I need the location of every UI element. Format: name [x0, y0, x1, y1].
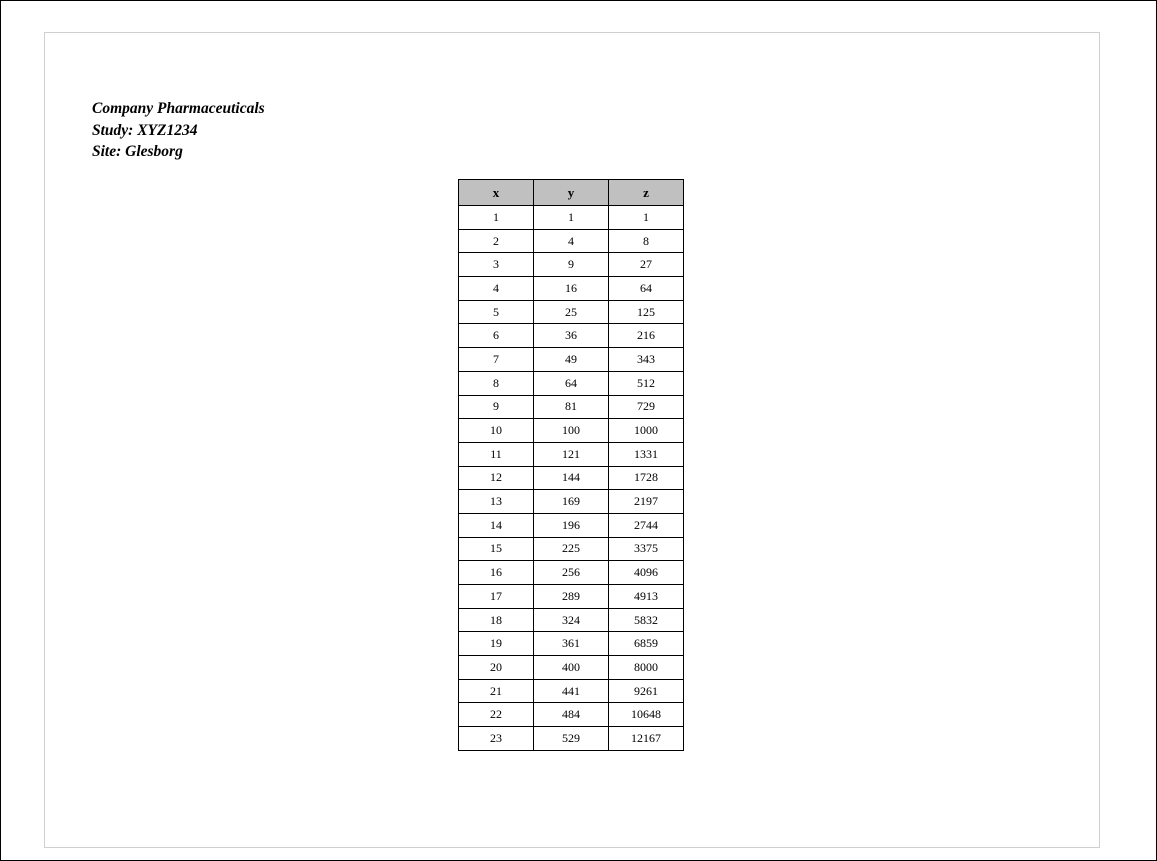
table-cell-x: 8	[459, 371, 534, 395]
table-cell-x: 1	[459, 206, 534, 230]
table-cell-z: 5832	[609, 608, 684, 632]
table-cell-y: 400	[534, 656, 609, 680]
table-cell-x: 2	[459, 229, 534, 253]
data-table	[458, 179, 684, 751]
table-cell-y: 81	[534, 395, 609, 419]
table-cell-y: 361	[534, 632, 609, 656]
table-cell-x: 22	[459, 703, 534, 727]
table-row	[459, 490, 684, 514]
column-header-y: y	[534, 180, 609, 206]
table-cell-x: 6	[459, 324, 534, 348]
table-cell-z: 4096	[609, 561, 684, 585]
table-cell-x: 23	[459, 727, 534, 751]
table-cell-x: 16	[459, 561, 534, 585]
table-cell-z: 27	[609, 253, 684, 277]
table-cell-y: 64	[534, 371, 609, 395]
table-cell-y: 289	[534, 585, 609, 609]
table-cell-y: 256	[534, 561, 609, 585]
table-row	[459, 513, 684, 537]
table-cell-z: 10648	[609, 703, 684, 727]
table-cell-y: 16	[534, 277, 609, 301]
table-cell-z: 512	[609, 371, 684, 395]
table-row	[459, 348, 684, 372]
table-row	[459, 442, 684, 466]
table-cell-z: 12167	[609, 727, 684, 751]
table-cell-y: 529	[534, 727, 609, 751]
table-row	[459, 679, 684, 703]
table-cell-y: 144	[534, 466, 609, 490]
table-cell-x: 4	[459, 277, 534, 301]
table-row	[459, 632, 684, 656]
table-cell-x: 11	[459, 442, 534, 466]
table-cell-y: 484	[534, 703, 609, 727]
table-row	[459, 703, 684, 727]
table-cell-z: 1331	[609, 442, 684, 466]
table-cell-y: 4	[534, 229, 609, 253]
table-cell-z: 9261	[609, 679, 684, 703]
table-row	[459, 277, 684, 301]
table-cell-z: 2744	[609, 513, 684, 537]
column-header-x: x	[459, 180, 534, 206]
table-cell-x: 5	[459, 300, 534, 324]
table-row	[459, 585, 684, 609]
table-cell-x: 9	[459, 395, 534, 419]
table-cell-z: 343	[609, 348, 684, 372]
table-row	[459, 727, 684, 751]
table-row	[459, 608, 684, 632]
table-cell-z: 64	[609, 277, 684, 301]
table-cell-z: 2197	[609, 490, 684, 514]
table-cell-x: 21	[459, 679, 534, 703]
table-row	[459, 419, 684, 443]
table-cell-y: 225	[534, 537, 609, 561]
site-name: Site: Glesborg	[92, 143, 183, 161]
study-id: Study: XYZ1234	[92, 121, 198, 139]
table-row	[459, 300, 684, 324]
table-cell-y: 9	[534, 253, 609, 277]
table-row	[459, 656, 684, 680]
table-cell-y: 100	[534, 419, 609, 443]
table-cell-y: 25	[534, 300, 609, 324]
table-cell-x: 15	[459, 537, 534, 561]
table-cell-x: 12	[459, 466, 534, 490]
table-cell-z: 6859	[609, 632, 684, 656]
table-cell-x: 10	[459, 419, 534, 443]
table-cell-z: 8	[609, 229, 684, 253]
table-row	[459, 229, 684, 253]
table-cell-y: 441	[534, 679, 609, 703]
table-row	[459, 324, 684, 348]
report-header	[92, 98, 265, 163]
table-cell-y: 36	[534, 324, 609, 348]
table-cell-z: 3375	[609, 537, 684, 561]
table-row	[459, 371, 684, 395]
table-cell-x: 18	[459, 608, 534, 632]
company-name: Company Pharmaceuticals	[92, 100, 265, 117]
column-header-z: z	[609, 180, 684, 206]
table-cell-z: 216	[609, 324, 684, 348]
table-cell-x: 20	[459, 656, 534, 680]
table-row	[459, 253, 684, 277]
table-cell-x: 19	[459, 632, 534, 656]
table-cell-y: 121	[534, 442, 609, 466]
table-cell-z: 8000	[609, 656, 684, 680]
table-cell-z: 1728	[609, 466, 684, 490]
table-cell-y: 49	[534, 348, 609, 372]
table-body	[459, 206, 684, 751]
table-cell-z: 1000	[609, 419, 684, 443]
table-header-row	[459, 180, 684, 206]
table-cell-y: 169	[534, 490, 609, 514]
table-row	[459, 206, 684, 230]
table-cell-z: 125	[609, 300, 684, 324]
table-cell-y: 196	[534, 513, 609, 537]
table-cell-x: 17	[459, 585, 534, 609]
table-cell-x: 14	[459, 513, 534, 537]
table-row	[459, 395, 684, 419]
table-cell-z: 729	[609, 395, 684, 419]
document-page	[44, 32, 1100, 848]
table-cell-y: 324	[534, 608, 609, 632]
table-row	[459, 466, 684, 490]
table-cell-x: 3	[459, 253, 534, 277]
table-row	[459, 537, 684, 561]
table-cell-x: 13	[459, 490, 534, 514]
table-cell-z: 4913	[609, 585, 684, 609]
table-row	[459, 561, 684, 585]
table-cell-z: 1	[609, 206, 684, 230]
table-cell-x: 7	[459, 348, 534, 372]
table-cell-y: 1	[534, 206, 609, 230]
